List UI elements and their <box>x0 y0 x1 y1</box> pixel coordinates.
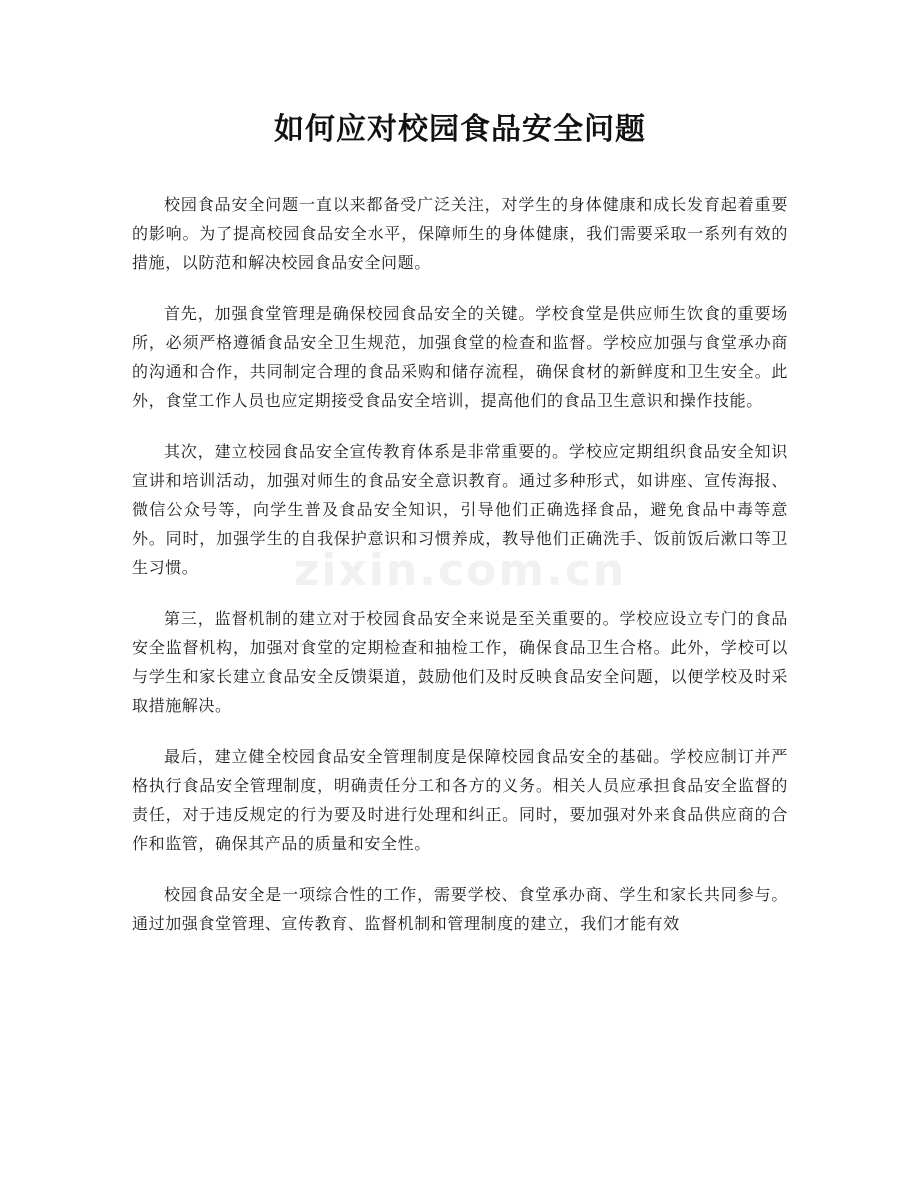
paragraph-finally: 最后，建立健全校园食品安全管理制度是保障校园食品安全的基础。学校应制订并严格执行食品安全管理制度，明确责任分工和各方的义务。相关人员应承担食品安全监督的责任，对于违反规定的行为要及时进行处理和纠正。同时，要加强对外来食品供应商的合作和监管，确保其产品的质量和安全性。 <box>132 747 788 853</box>
watermark: zixin.com.cn <box>293 545 627 596</box>
paragraph-intro: 校园食品安全问题一直以来都备受广泛关注，对学生的身体健康和成长发育起着重要的影响。为了提高校园食品安全水平，保障师生的身体健康，我们需要采取一系列有效的措施，以防范和解决校园食品安全问题。 <box>132 195 788 272</box>
paragraph-third: 第三，监督机制的建立对于校园食品安全来说是至关重要的。学校应设立专门的食品安全监督机构，加强对食堂的定期检查和抽检工作，确保食品卫生合格。此外，学校可以与学生和家长建立食品安全反馈渠道，鼓励他们及时反映食品安全问题，以便学校及时采取措施解决。 <box>132 609 788 715</box>
document-body <box>132 190 788 938</box>
paragraph-first: 首先，加强食堂管理是确保校园食品安全的关键。学校食堂是供应师生饮食的重要场所，必须严格遵循食品安全卫生规范，加强食堂的检查和监督。学校应加强与食堂承办商的沟通和合作，共同制定合理的食品采购和储存流程，确保食材的新鲜度和卫生安全。此外，食堂工作人员也应定期接受食品安全培训，提高他们的食品卫生意识和操作技能。 <box>132 304 788 410</box>
document-title: 如何应对校园食品安全问题 <box>274 112 646 147</box>
paragraph-conclusion: 校园食品安全是一项综合性的工作，需要学校、食堂承办商、学生和家长共同参与。通过加强食堂管理、宣传教育、监督机制和管理制度的建立，我们才能有效 <box>132 885 788 933</box>
paragraph-second: 其次，建立校园食品安全宣传教育体系是非常重要的。学校应定期组织食品安全知识宣讲和培训活动，加强对师生的食品安全意识教育。通过多种形式，如讲座、宣传海报、微信公众号等，向学生普及食品安全知识，引导他们正确选择食品，避免食品中毒等意外。同时，加强学生的自我保护意识和习惯养成，教导他们正确洗手、饭前饭后漱口等卫生习惯。 <box>132 442 788 577</box>
